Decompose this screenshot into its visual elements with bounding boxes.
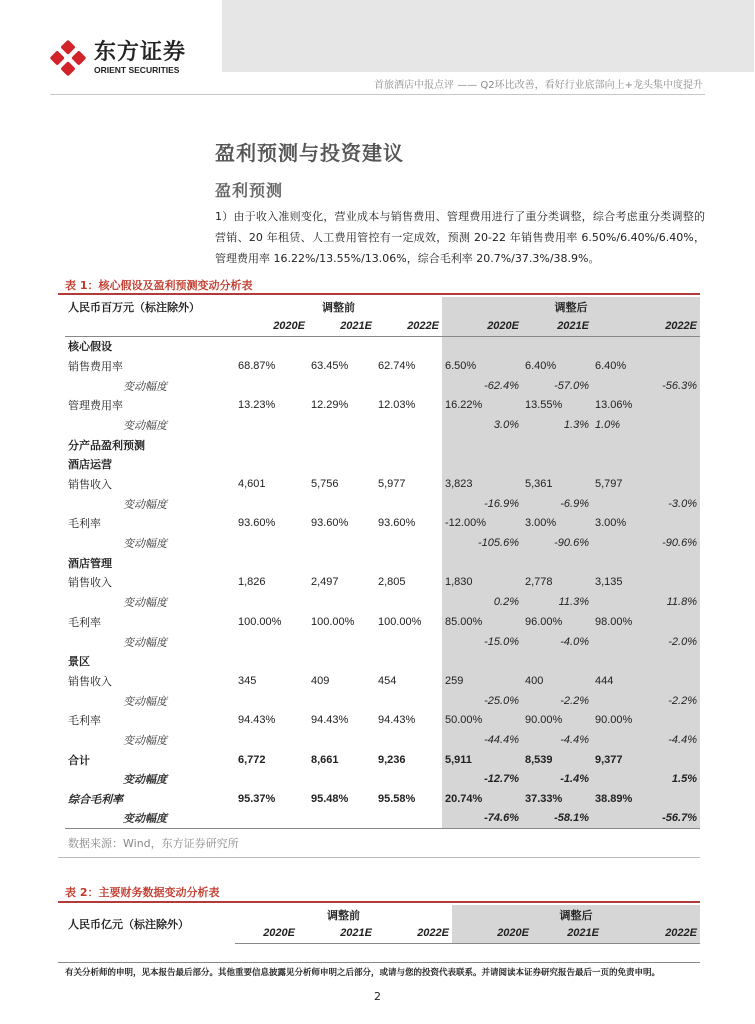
year-header: 2020E bbox=[235, 924, 298, 943]
before-value-cell bbox=[235, 770, 308, 790]
after-value-cell: 13.55% bbox=[522, 395, 592, 415]
year-header: 2021E bbox=[532, 924, 602, 943]
before-value-cell bbox=[235, 632, 308, 652]
table2-group-before: 调整前 bbox=[327, 908, 360, 922]
after-value-cell: 3.00% bbox=[522, 514, 592, 534]
section-subtitle: 盈利预测 bbox=[215, 181, 284, 200]
before-value-cell: 5,756 bbox=[311, 478, 339, 491]
after-value-cell: -2.0% bbox=[592, 632, 700, 652]
financial-data-table bbox=[65, 905, 700, 944]
table-row bbox=[65, 553, 700, 573]
row-label: 管理费用率 bbox=[68, 399, 123, 413]
table1-year-row bbox=[65, 317, 700, 337]
after-value-cell: 96.00% bbox=[522, 612, 592, 632]
after-value-cell: 90.00% bbox=[592, 710, 700, 730]
after-value-cell bbox=[592, 553, 700, 573]
footer-disclaimer: 有关分析师的申明，见本报告最后部分。其他重要信息披露见分析师申明之后部分，或请与您的投资代表联系。并请阅读本证券研究报告最后一页的免责申明。 bbox=[65, 968, 661, 978]
year-header: 2020E bbox=[452, 924, 532, 943]
after-value-cell: -4.0% bbox=[522, 632, 592, 652]
after-value-cell: 3.0% bbox=[442, 415, 522, 435]
after-value-cell: -12.7% bbox=[442, 770, 522, 790]
after-value-cell: 3,823 bbox=[442, 474, 522, 494]
before-value-cell bbox=[375, 592, 442, 612]
table-row bbox=[65, 514, 700, 534]
after-value-cell: 1,830 bbox=[442, 573, 522, 593]
after-value-cell: 400 bbox=[522, 671, 592, 691]
before-value-cell bbox=[375, 455, 442, 475]
after-value-cell: 50.00% bbox=[442, 710, 522, 730]
before-value-cell: 95.37% bbox=[238, 793, 276, 806]
before-value-cell bbox=[308, 592, 375, 612]
after-value-cell: 5,797 bbox=[592, 474, 700, 494]
before-value-cell: 95.58% bbox=[378, 793, 416, 806]
row-label: 酒店运营 bbox=[68, 458, 112, 472]
after-value-cell: -90.6% bbox=[592, 533, 700, 553]
before-value-cell: 94.43% bbox=[238, 714, 276, 727]
year-header: 2020E bbox=[235, 317, 308, 337]
table-row bbox=[65, 612, 700, 632]
row-label: 销售收入 bbox=[68, 478, 112, 492]
after-value-cell bbox=[522, 435, 592, 455]
after-value-cell: -90.6% bbox=[522, 533, 592, 553]
before-value-cell: 454 bbox=[378, 674, 397, 687]
after-value-cell: 0.2% bbox=[442, 592, 522, 612]
after-value-cell: 90.00% bbox=[522, 710, 592, 730]
table-row bbox=[65, 356, 700, 376]
before-value-cell bbox=[308, 376, 375, 396]
before-value-cell: 409 bbox=[311, 674, 330, 687]
after-value-cell: -56.7% bbox=[592, 809, 700, 829]
table1-caption: 表 1：核心假设及盈利预测变动分析表 bbox=[65, 279, 253, 292]
after-value-cell bbox=[442, 651, 522, 671]
before-value-cell bbox=[375, 770, 442, 790]
table2-unit-label: 人民币亿元（标注除外） bbox=[68, 918, 189, 931]
row-label: 变动幅度 bbox=[123, 596, 167, 610]
after-value-cell: 98.00% bbox=[592, 612, 700, 632]
before-value-cell bbox=[235, 651, 308, 671]
after-value-cell: 6.40% bbox=[522, 356, 592, 376]
after-value-cell: -2.2% bbox=[592, 691, 700, 711]
row-label: 变动幅度 bbox=[123, 497, 167, 511]
before-value-cell: 68.87% bbox=[238, 359, 276, 372]
brand-name-en: ORIENT SECURITIES bbox=[94, 64, 180, 75]
before-value-cell bbox=[235, 376, 308, 396]
table1-bottom-rule bbox=[58, 857, 700, 858]
after-value-cell bbox=[442, 455, 522, 475]
row-label: 分产品盈利预测 bbox=[68, 438, 145, 452]
before-value-cell bbox=[308, 415, 375, 435]
after-value-cell: -15.0% bbox=[442, 632, 522, 652]
table-row bbox=[65, 376, 700, 396]
after-value-cell: -44.4% bbox=[442, 730, 522, 750]
after-value-cell: -62.4% bbox=[442, 376, 522, 396]
row-label: 变动幅度 bbox=[123, 418, 167, 432]
before-value-cell bbox=[308, 809, 375, 829]
year-header: 2022E bbox=[602, 924, 700, 943]
before-value-cell: 93.60% bbox=[378, 517, 416, 530]
after-value-cell: -56.3% bbox=[592, 376, 700, 396]
row-label: 变动幅度 bbox=[123, 537, 167, 551]
after-value-cell bbox=[592, 455, 700, 475]
before-value-cell bbox=[308, 632, 375, 652]
before-value-cell bbox=[375, 809, 442, 829]
row-label: 变动幅度 bbox=[65, 809, 235, 829]
before-value-cell: 93.60% bbox=[311, 517, 349, 530]
forecast-paragraph: 1）由于收入准则变化，营业成本与销售费用、管理费用进行了重分类调整，综合考虑重分类调整的营销、20 年租赁、人工费用管控有一定成效，预测 20-22 年销售费用率 6.50%/6.40%/6.40%，管理费用率 16.22%/13.55%/13.06%，综合毛利率 20.7%/37.3%/38.9%。 bbox=[215, 210, 705, 265]
after-value-cell: 1.5% bbox=[592, 770, 700, 790]
before-value-cell: 12.29% bbox=[311, 399, 349, 412]
row-label: 变动幅度 bbox=[123, 379, 167, 393]
after-value-cell: -57.0% bbox=[522, 376, 592, 396]
row-label: 变动幅度 bbox=[123, 733, 167, 747]
after-value-cell: 16.22% bbox=[442, 395, 522, 415]
before-value-cell: 93.60% bbox=[238, 517, 276, 530]
after-value-cell bbox=[442, 435, 522, 455]
before-value-cell bbox=[235, 494, 308, 514]
after-value-cell: 6.50% bbox=[442, 356, 522, 376]
after-value-cell bbox=[442, 553, 522, 573]
brand-logo bbox=[50, 40, 186, 76]
year-header: 2022E bbox=[375, 924, 452, 943]
before-value-cell bbox=[308, 651, 375, 671]
table-row bbox=[65, 651, 700, 671]
year-header: 2022E bbox=[375, 317, 442, 337]
after-value-cell: 5,361 bbox=[522, 474, 592, 494]
header-divider bbox=[50, 94, 705, 95]
after-value-cell: 13.06% bbox=[592, 395, 700, 415]
after-value-cell: -3.0% bbox=[592, 494, 700, 514]
table2-caption: 表 2：主要财务数据变动分析表 bbox=[65, 886, 220, 899]
after-value-cell: 11.8% bbox=[592, 592, 700, 612]
before-value-cell: 100.00% bbox=[311, 615, 355, 628]
before-value-cell bbox=[235, 455, 308, 475]
after-value-cell: -25.0% bbox=[442, 691, 522, 711]
year-header: 2021E bbox=[522, 317, 592, 337]
after-value-cell bbox=[592, 336, 700, 356]
before-value-cell bbox=[375, 691, 442, 711]
row-label: 毛利率 bbox=[68, 714, 101, 728]
table1-source: 数据来源：Wind，东方证券研究所 bbox=[68, 837, 239, 850]
table-row bbox=[65, 592, 700, 612]
after-value-cell: 9,377 bbox=[592, 750, 700, 770]
after-value-cell bbox=[442, 336, 522, 356]
before-value-cell bbox=[235, 336, 308, 356]
after-value-cell bbox=[522, 553, 592, 573]
year-header: 2022E bbox=[592, 317, 700, 337]
table-row bbox=[65, 494, 700, 514]
before-value-cell bbox=[235, 533, 308, 553]
before-value-cell: 6,772 bbox=[238, 753, 266, 766]
before-value-cell bbox=[308, 455, 375, 475]
before-value-cell bbox=[308, 730, 375, 750]
before-value-cell: 63.45% bbox=[311, 359, 349, 372]
after-value-cell: -6.9% bbox=[522, 494, 592, 514]
orient-securities-logo-icon bbox=[50, 40, 86, 76]
row-label: 销售费用率 bbox=[68, 359, 123, 373]
forecast-change-table bbox=[65, 297, 700, 829]
after-value-cell bbox=[522, 651, 592, 671]
after-value-cell: 1.3% bbox=[522, 415, 592, 435]
before-value-cell: 12.03% bbox=[378, 399, 416, 412]
before-value-cell bbox=[375, 494, 442, 514]
before-value-cell: 1,826 bbox=[238, 576, 266, 589]
table1-top-rule bbox=[58, 293, 700, 295]
before-value-cell: 2,497 bbox=[311, 576, 339, 589]
before-value-cell bbox=[308, 691, 375, 711]
table-row bbox=[65, 710, 700, 730]
before-value-cell: 95.48% bbox=[311, 793, 349, 806]
row-label: 景区 bbox=[68, 655, 90, 669]
brand-name-cn: 东方证券 bbox=[94, 39, 187, 65]
table-row bbox=[65, 474, 700, 494]
row-label: 毛利率 bbox=[68, 517, 101, 531]
after-value-cell bbox=[592, 651, 700, 671]
header-gray-bar bbox=[222, 0, 754, 72]
table-row bbox=[65, 671, 700, 691]
table1-group-before: 调整前 bbox=[322, 300, 355, 314]
table1-group-after: 调整后 bbox=[442, 297, 700, 317]
after-value-cell: -1.4% bbox=[522, 770, 592, 790]
after-value-cell bbox=[522, 455, 592, 475]
table-row bbox=[65, 691, 700, 711]
after-value-cell: 38.89% bbox=[592, 789, 700, 809]
year-header: 2021E bbox=[298, 924, 375, 943]
before-value-cell bbox=[375, 553, 442, 573]
before-value-cell bbox=[235, 691, 308, 711]
after-value-cell: -58.1% bbox=[522, 809, 592, 829]
before-value-cell bbox=[375, 415, 442, 435]
before-value-cell bbox=[235, 809, 308, 829]
report-header-title: 首旅酒店中报点评 —— Q2环比改善，看好行业底部向上+龙头集中度提升 bbox=[374, 80, 703, 91]
table-row bbox=[65, 809, 700, 829]
after-value-cell: 1.0% bbox=[592, 415, 700, 435]
table-row bbox=[65, 632, 700, 652]
after-value-cell: 85.00% bbox=[442, 612, 522, 632]
row-label: 销售收入 bbox=[68, 576, 112, 590]
before-value-cell bbox=[375, 336, 442, 356]
row-label: 综合毛利率 bbox=[68, 793, 123, 807]
before-value-cell bbox=[235, 592, 308, 612]
before-value-cell: 8,661 bbox=[311, 753, 339, 766]
row-label: 合计 bbox=[68, 753, 90, 767]
table-row bbox=[65, 573, 700, 593]
before-value-cell bbox=[308, 533, 375, 553]
table-row bbox=[65, 770, 700, 790]
before-value-cell bbox=[375, 730, 442, 750]
footer-divider bbox=[58, 962, 700, 963]
before-value-cell: 5,977 bbox=[378, 478, 406, 491]
after-value-cell: -4.4% bbox=[592, 730, 700, 750]
row-label: 变动幅度 bbox=[123, 635, 167, 649]
after-value-cell: 11.3% bbox=[522, 592, 592, 612]
table-row bbox=[65, 415, 700, 435]
after-value-cell: 20.74% bbox=[442, 789, 522, 809]
row-label: 变动幅度 bbox=[123, 694, 167, 708]
before-value-cell: 94.43% bbox=[311, 714, 349, 727]
before-value-cell bbox=[235, 435, 308, 455]
table-row bbox=[65, 395, 700, 415]
after-value-cell: 6.40% bbox=[592, 356, 700, 376]
before-value-cell: 100.00% bbox=[378, 615, 422, 628]
table-row bbox=[65, 750, 700, 770]
before-value-cell bbox=[235, 730, 308, 750]
row-label: 毛利率 bbox=[68, 615, 101, 629]
before-value-cell bbox=[375, 435, 442, 455]
table1-unit-label: 人民币百万元（标注除外） bbox=[68, 300, 200, 314]
after-value-cell: 5,911 bbox=[442, 750, 522, 770]
table-row bbox=[65, 435, 700, 455]
before-value-cell: 62.74% bbox=[378, 359, 416, 372]
before-value-cell bbox=[235, 415, 308, 435]
before-value-cell: 13.23% bbox=[238, 399, 276, 412]
after-value-cell: 37.33% bbox=[522, 789, 592, 809]
after-value-cell: 3.00% bbox=[592, 514, 700, 534]
before-value-cell bbox=[375, 376, 442, 396]
before-value-cell bbox=[308, 770, 375, 790]
before-value-cell bbox=[308, 553, 375, 573]
table1-header-row bbox=[65, 297, 700, 317]
table-row bbox=[65, 455, 700, 475]
year-header: 2021E bbox=[308, 317, 375, 337]
before-value-cell bbox=[375, 533, 442, 553]
after-value-cell: -16.9% bbox=[442, 494, 522, 514]
before-value-cell bbox=[308, 494, 375, 514]
row-label: 变动幅度 bbox=[123, 773, 167, 787]
before-value-cell bbox=[375, 632, 442, 652]
before-value-cell: 4,601 bbox=[238, 478, 266, 491]
table-row bbox=[65, 789, 700, 809]
before-value-cell bbox=[375, 651, 442, 671]
before-value-cell bbox=[308, 336, 375, 356]
after-value-cell: 2,778 bbox=[522, 573, 592, 593]
year-header: 2020E bbox=[442, 317, 522, 337]
before-value-cell: 100.00% bbox=[238, 615, 282, 628]
page-number: 2 bbox=[374, 990, 381, 1003]
after-value-cell bbox=[592, 435, 700, 455]
after-value-cell: 444 bbox=[592, 671, 700, 691]
table2-top-rule bbox=[58, 901, 700, 903]
after-value-cell: 8,539 bbox=[522, 750, 592, 770]
table2-group-after: 调整后 bbox=[452, 905, 700, 924]
after-value-cell bbox=[522, 336, 592, 356]
before-value-cell: 345 bbox=[238, 674, 257, 687]
after-value-cell: -12.00% bbox=[442, 514, 522, 534]
before-value-cell: 2,805 bbox=[378, 576, 406, 589]
row-label: 销售收入 bbox=[68, 674, 112, 688]
before-value-cell: 94.43% bbox=[378, 714, 416, 727]
table-row bbox=[65, 533, 700, 553]
after-value-cell: 3,135 bbox=[592, 573, 700, 593]
table-row bbox=[65, 730, 700, 750]
table-row bbox=[65, 336, 700, 356]
after-value-cell: -74.6% bbox=[442, 809, 522, 829]
after-value-cell: -105.6% bbox=[442, 533, 522, 553]
after-value-cell: -4.4% bbox=[522, 730, 592, 750]
before-value-cell bbox=[308, 435, 375, 455]
table2-header-row bbox=[65, 905, 700, 924]
row-label: 核心假设 bbox=[68, 340, 112, 354]
after-value-cell: -2.2% bbox=[522, 691, 592, 711]
before-value-cell: 9,236 bbox=[378, 753, 406, 766]
section-title: 盈利预测与投资建议 bbox=[215, 141, 404, 165]
row-label: 酒店管理 bbox=[68, 556, 112, 570]
before-value-cell bbox=[235, 553, 308, 573]
after-value-cell: 259 bbox=[442, 671, 522, 691]
